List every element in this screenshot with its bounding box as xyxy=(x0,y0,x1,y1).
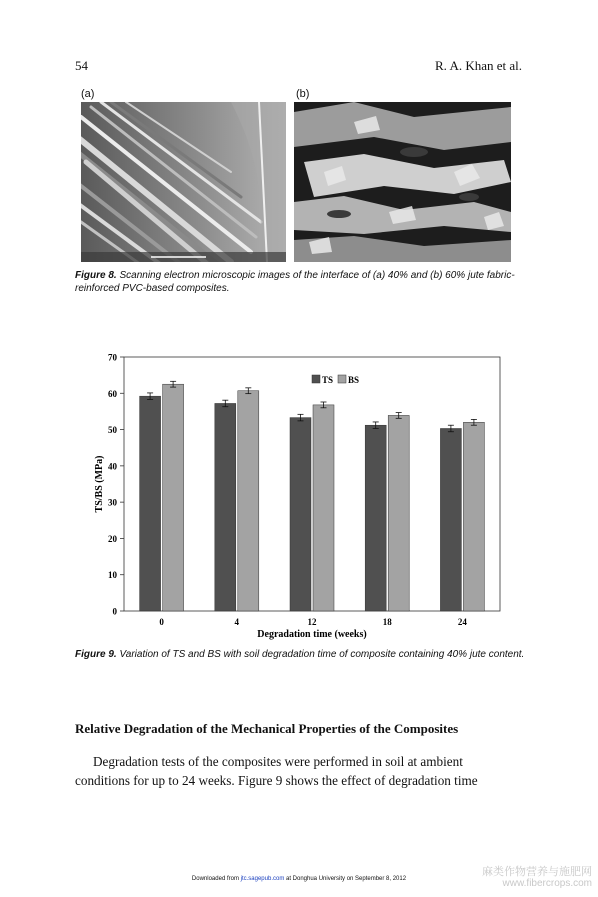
section-heading: Relative Degradation of the Mechanical Properties of the Composites xyxy=(75,721,459,736)
footer-link[interactable]: jtc.sagepub.com xyxy=(240,876,285,882)
y-tick-label: 40 xyxy=(108,461,117,472)
watermark-title: 麻类作物营养与施肥网 xyxy=(482,866,592,878)
figure-9-chart xyxy=(80,345,520,645)
figure-9-caption xyxy=(75,648,530,661)
legend-label-bs: BS xyxy=(348,375,360,385)
y-tick-label: 10 xyxy=(108,570,117,581)
figure-8-caption xyxy=(75,269,525,295)
sem-image-b xyxy=(294,102,511,262)
bar-bs-4 xyxy=(238,391,259,611)
x-tick-label: 12 xyxy=(307,617,317,627)
x-axis-label: Degradation time (weeks) xyxy=(257,629,367,640)
legend-swatch-bs xyxy=(338,375,346,383)
legend-label-ts: TS xyxy=(322,375,334,385)
body-line-2: conditions for up to 24 weeks. Figure 9 shows the effect of degradation time xyxy=(75,773,478,788)
y-tick-label: 50 xyxy=(108,425,117,436)
y-tick-label: 20 xyxy=(108,533,117,544)
y-tick-label: 30 xyxy=(108,497,117,508)
bar-bs-24 xyxy=(463,422,484,611)
bar-bs-0 xyxy=(163,384,184,611)
page-number: 54 xyxy=(75,58,88,73)
figure-8-label: Figure 8. xyxy=(75,270,117,281)
panel-a-label: (a) xyxy=(81,88,95,100)
bar-bs-12 xyxy=(313,405,334,611)
bar-bs-18 xyxy=(388,415,409,611)
watermark-url: www.fibercrops.com xyxy=(502,878,592,889)
bar-ts-18 xyxy=(365,425,386,611)
panel-b-label: (b) xyxy=(296,88,310,100)
bar-ts-24 xyxy=(440,428,461,611)
x-tick-labels xyxy=(159,617,467,627)
figure-9-label: Figure 9. xyxy=(75,649,117,660)
bar-ts-4 xyxy=(215,403,236,611)
chart-legend xyxy=(312,375,359,385)
bar-group xyxy=(140,381,485,611)
x-tick-label: 18 xyxy=(382,617,392,627)
y-axis xyxy=(108,353,124,617)
y-tick-label: 70 xyxy=(108,352,117,363)
figure-9-caption-text: Variation of TS and BS with soil degradation time of composite containing 40% jute content. xyxy=(119,649,525,660)
x-tick-label: 24 xyxy=(457,617,467,627)
bar-ts-0 xyxy=(140,396,161,611)
y-axis-label: TS/BS (MPa) xyxy=(94,455,105,513)
sem-image-a xyxy=(81,102,286,262)
footer-suffix: at Donghua University on September 8, 2012 xyxy=(284,876,407,882)
footer-prefix: Downloaded from xyxy=(191,876,241,882)
legend-swatch-ts xyxy=(312,375,320,383)
y-tick-label: 60 xyxy=(108,388,117,399)
body-line-1: Degradation tests of the composites were performed in soil at ambient xyxy=(93,754,463,769)
x-tick-label: 0 xyxy=(159,617,164,627)
running-head-authors: R. A. Khan et al. xyxy=(434,58,522,73)
figure-8-caption-text: Scanning electron microscopic images of the interface of (a) 40% and (b) 60% jute fabric-reinforced PVC-based composites. xyxy=(75,270,515,294)
bar-ts-12 xyxy=(290,418,311,611)
x-tick-label: 4 xyxy=(234,617,240,627)
y-tick-label: 0 xyxy=(112,606,117,617)
